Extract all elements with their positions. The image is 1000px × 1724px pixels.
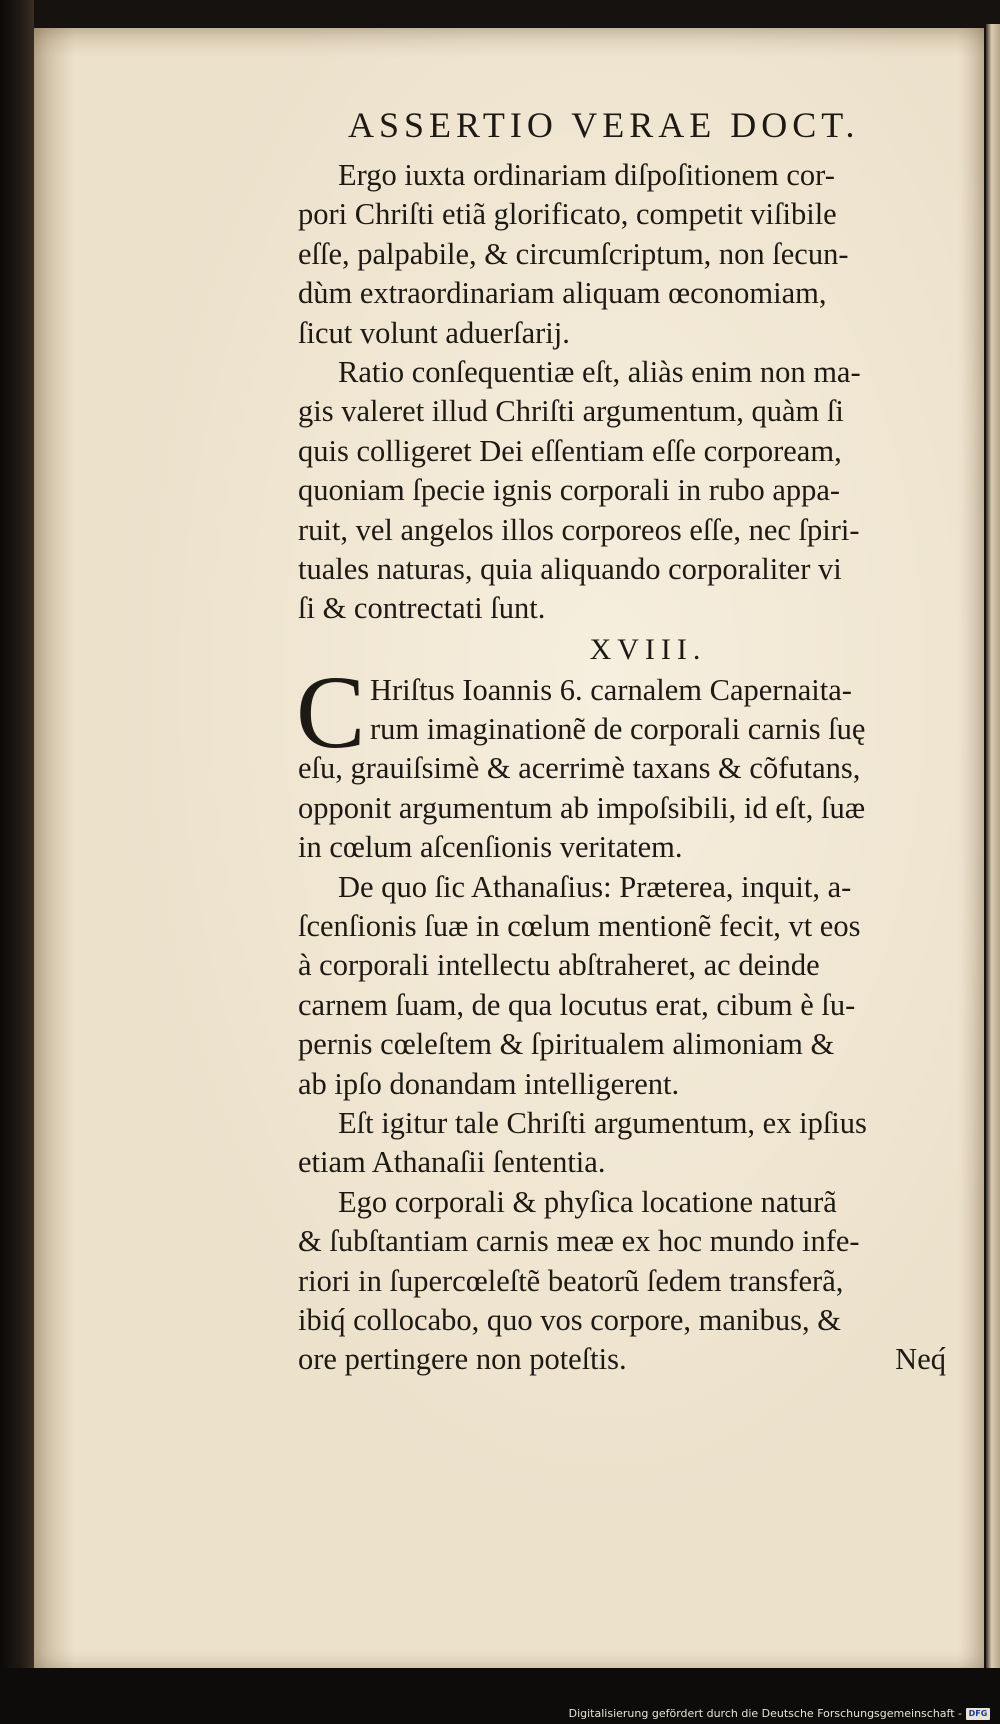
next-page-edge bbox=[986, 24, 1000, 1674]
text-line: & ſubſtantiam carnis meæ ex hoc mundo infe- bbox=[298, 1224, 860, 1259]
text-line: Ratio conſequentiæ eſt, aliàs enim non ma- bbox=[338, 354, 861, 389]
section-number: XVIII. bbox=[589, 632, 707, 666]
text-line: ibiq́ collocabo, quo vos corpore, manibus, & bbox=[298, 1302, 841, 1337]
paragraph-4 bbox=[298, 868, 958, 1104]
text-line: quoniam ſpecie ignis corporali in rubo appa- bbox=[298, 473, 841, 508]
text-line: Hriſtus Ioannis 6. carnalem Capernaita- bbox=[370, 672, 852, 707]
text-line: etiam Athanaſii ſententia. bbox=[298, 1145, 606, 1180]
paragraph-2 bbox=[298, 353, 958, 629]
page-text bbox=[298, 100, 958, 1380]
text-line: quis colligeret Dei eſſentiam eſſe corpoream, bbox=[298, 433, 842, 468]
text-line: gis valeret illud Chriſti argumentum, quàm ſi bbox=[298, 394, 844, 429]
text-line: Eſt igitur tale Chriſti argumentum, ex ipſius bbox=[338, 1105, 867, 1140]
text-line: rum imaginationẽ de corporali carnis ſuę bbox=[370, 712, 866, 747]
text-line: Ego corporali & phyſica locatione naturã bbox=[338, 1184, 837, 1219]
paragraph-5 bbox=[298, 1104, 958, 1183]
text-line: tuales naturas, quia aliquando corporaliter vi bbox=[298, 551, 842, 586]
text-line: ſcenſionis ſuæ in cœlum mentionẽ fecit, vt eos bbox=[298, 909, 861, 944]
text-line: ruit, vel angelos illos corporeos eſſe, nec ſpiri- bbox=[298, 512, 860, 547]
text-line: ſicut volunt aduerſarij. bbox=[298, 315, 570, 350]
text-line: riori in ſupercœleſtẽ beatorũ ſedem transferã, bbox=[298, 1263, 844, 1298]
text-line: à corporali intellectu abſtraheret, ac deinde bbox=[298, 948, 820, 983]
text-line: De quo ſic Athanaſius: Præterea, inquit, a- bbox=[338, 869, 852, 904]
digitization-credit bbox=[569, 1707, 990, 1720]
text-line: Ergo iuxta ordinariam diſpoſitionem cor- bbox=[338, 158, 835, 192]
text-line: pori Chriſti etiã glorificato, competit viſibile bbox=[298, 197, 837, 232]
dfg-logo: DFG bbox=[966, 1708, 990, 1720]
paragraph-6 bbox=[298, 1183, 958, 1380]
credit-text: Digitalisierung gefördert durch die Deutsche Forschungsgemeinschaft - bbox=[568, 1707, 962, 1720]
paragraph-3 bbox=[296, 654, 958, 868]
book-binding bbox=[0, 0, 34, 1724]
text-line: carnem ſuam, de qua locutus erat, cibum è ſu- bbox=[298, 987, 856, 1022]
text-line: eſu, grauiſsimè & acerrimè taxans & cõfutans, bbox=[298, 751, 861, 786]
text-line: ore pertingere non poteſtis. bbox=[298, 1342, 627, 1377]
running-header: ASSERTIO VERAE DOCT. bbox=[348, 105, 860, 145]
text-line: ſi & contrectati ſunt. bbox=[298, 591, 546, 626]
text-line: opponit argumentum ab impoſsibili, id eſt, ſuæ bbox=[298, 790, 866, 825]
text-line: dùm extraordinariam aliquam œconomiam, bbox=[298, 276, 827, 311]
text-line: eſſe, palpabile, & circumſcriptum, non ſecun- bbox=[298, 236, 849, 271]
text-line: pernis cœleſtem & ſpiritualem alimoniam & bbox=[298, 1027, 835, 1062]
paragraph-1 bbox=[298, 156, 958, 353]
drop-cap-initial: C bbox=[296, 654, 366, 770]
text-line: in cœlum aſcenſionis veritatem. bbox=[298, 830, 683, 865]
text-line: ab ipſo donandam intelligerent. bbox=[298, 1066, 680, 1101]
catchword: Neq́ bbox=[895, 1342, 946, 1377]
